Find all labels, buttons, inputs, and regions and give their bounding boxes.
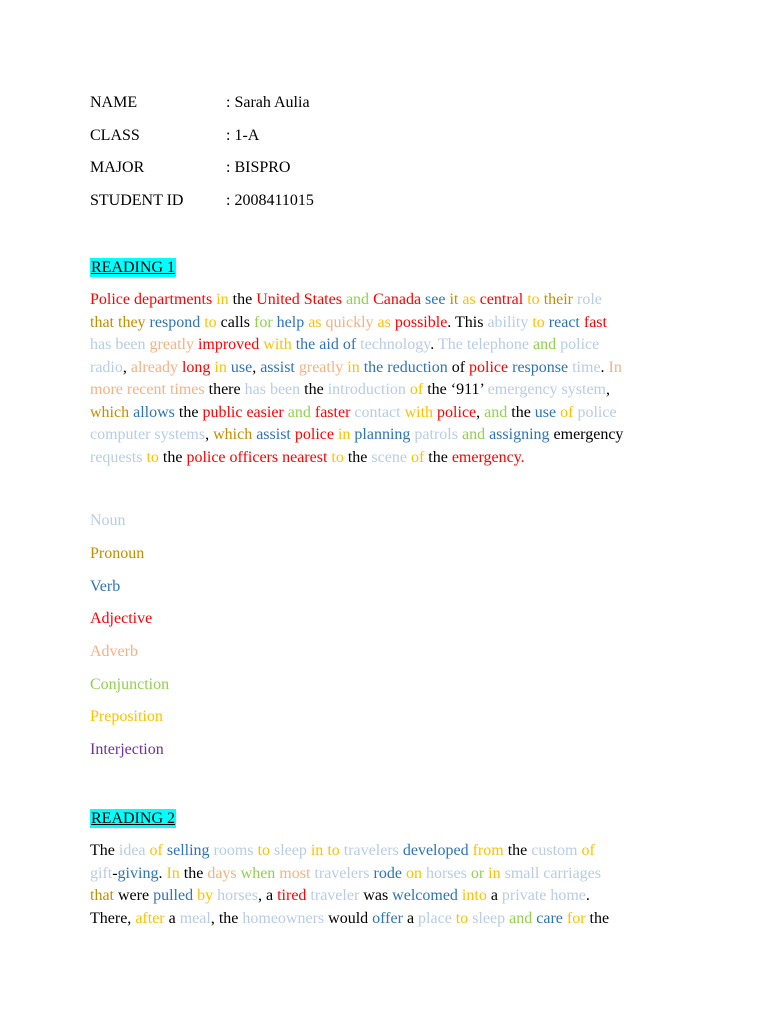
paragraph-line xyxy=(90,379,680,402)
word-noun: The telephone xyxy=(437,336,530,353)
paragraph-line xyxy=(90,334,680,357)
word-noun: ability xyxy=(487,313,529,331)
legend-item-adverb: Adverb xyxy=(90,643,138,660)
word-noun: small carriages xyxy=(504,864,602,882)
word-plain: was xyxy=(359,887,393,904)
paragraph-line xyxy=(90,863,680,886)
word-plain: . xyxy=(158,864,167,882)
word-verb: allows xyxy=(133,403,175,421)
word-noun: has been xyxy=(244,381,301,398)
word-pronoun: that they xyxy=(90,313,146,331)
word-verb: respond xyxy=(149,313,201,331)
word-plain: , xyxy=(476,403,485,421)
word-verb: rode xyxy=(373,864,402,882)
word-preposition: of xyxy=(149,842,163,859)
word-preposition: as xyxy=(308,313,322,331)
word-plain: . xyxy=(430,336,438,353)
word-plain: , xyxy=(205,426,214,443)
word-adjective: police xyxy=(294,426,334,443)
word-pronoun: which xyxy=(90,403,130,421)
word-preposition: In xyxy=(166,864,180,882)
word-conjunction: and xyxy=(461,426,486,443)
word-noun: emergency system xyxy=(487,381,606,398)
word-preposition: to xyxy=(327,842,340,859)
word-noun: contact xyxy=(354,403,401,421)
word-adverb: greatly xyxy=(149,336,194,353)
word-preposition: of xyxy=(560,403,574,421)
word-preposition: to xyxy=(204,313,217,331)
legend-item-verb: Verb xyxy=(90,578,121,595)
word-plain: the xyxy=(503,842,532,859)
reading-1-paragraph xyxy=(90,289,680,469)
legend-item-conjunction: Conjunction xyxy=(90,676,170,693)
word-preposition: on xyxy=(405,864,422,882)
word-noun: police xyxy=(577,403,617,421)
word-adjective: possible xyxy=(394,313,448,331)
legend-item-adjective: Adjective xyxy=(90,610,153,627)
word-preposition: to xyxy=(146,448,159,466)
word-preposition: to xyxy=(527,291,540,308)
word-adverb: already xyxy=(130,358,178,376)
word-plain: , xyxy=(252,358,261,376)
reading-2-heading: READING 2 xyxy=(91,810,175,827)
word-plain: the xyxy=(300,381,328,398)
word-preposition: as xyxy=(462,291,476,308)
paragraph-line xyxy=(90,424,680,447)
word-adverb: days xyxy=(207,864,237,882)
word-adjective: central xyxy=(479,291,524,308)
reading-2-paragraph xyxy=(90,840,680,930)
word-preposition: after xyxy=(135,909,165,927)
paragraph-line xyxy=(90,447,680,470)
word-preposition: to xyxy=(455,909,469,927)
word-preposition: in xyxy=(488,864,501,882)
word-plain: . xyxy=(585,887,590,904)
word-verb: developed xyxy=(402,842,469,859)
word-adjective: improved xyxy=(197,336,260,353)
word-preposition: in xyxy=(310,842,324,859)
word-noun: travelers xyxy=(314,864,370,882)
legend-item-pronoun: Pronoun xyxy=(90,545,145,562)
info-value: : Sarah Aulia xyxy=(226,94,310,111)
word-pronoun: that xyxy=(90,887,114,904)
word-plain: the xyxy=(158,448,187,466)
word-preposition: into xyxy=(461,887,487,904)
word-verb: use xyxy=(230,358,253,376)
word-verb: planning xyxy=(354,426,411,443)
word-conjunction: for xyxy=(253,313,273,331)
word-noun: requests xyxy=(90,448,143,466)
word-preposition: in xyxy=(347,358,360,376)
word-verb: use xyxy=(534,403,557,421)
word-preposition: as xyxy=(377,313,391,331)
paragraph-line xyxy=(90,402,680,425)
word-plain: the xyxy=(174,403,203,421)
legend-item-preposition: Preposition xyxy=(90,708,163,725)
word-adjective: United States xyxy=(256,291,342,308)
paragraph-line xyxy=(90,840,680,863)
word-plain: a xyxy=(402,909,419,927)
word-noun: has been xyxy=(90,336,146,353)
word-verb: care xyxy=(536,909,563,927)
legend-item-interjection: Interjection xyxy=(90,741,164,758)
paragraph-line xyxy=(90,357,680,380)
word-preposition: with xyxy=(404,403,434,421)
word-pronoun: it xyxy=(449,291,459,308)
word-verb: the reduction xyxy=(363,358,448,376)
word-verb: assist xyxy=(260,358,295,376)
word-verb: react xyxy=(548,313,580,331)
word-adjective: emergency. xyxy=(451,448,525,466)
word-preposition: of xyxy=(409,381,424,398)
word-noun: meal xyxy=(179,909,211,927)
word-noun: sleep xyxy=(472,909,506,927)
word-plain: , the xyxy=(210,909,243,927)
word-adjective: public xyxy=(202,403,243,421)
word-verb: assigning xyxy=(489,426,550,443)
info-value: : BISPRO xyxy=(226,159,291,176)
word-plain: calls xyxy=(216,313,254,331)
word-preposition: for xyxy=(566,909,586,927)
word-noun: time xyxy=(572,358,601,376)
word-plain: the ‘911’ xyxy=(423,381,488,398)
paragraph-line xyxy=(90,908,680,931)
word-plain: - xyxy=(112,864,118,882)
word-plain: a xyxy=(486,887,502,904)
paragraph-line xyxy=(90,312,680,335)
word-plain: were xyxy=(114,887,154,904)
word-preposition: with xyxy=(263,336,292,353)
word-adjective: tired xyxy=(277,887,307,904)
word-adjective: long xyxy=(181,358,211,376)
word-verb: pulled xyxy=(153,887,194,904)
word-noun: police xyxy=(560,336,600,353)
word-plain: there xyxy=(204,381,245,398)
word-adverb: more recent times xyxy=(90,381,205,398)
word-adjective: police xyxy=(469,358,509,376)
word-preposition: in xyxy=(216,291,229,308)
word-conjunction: and xyxy=(509,909,533,927)
word-verb: the aid of xyxy=(295,336,357,353)
word-noun: travelers xyxy=(343,842,399,859)
word-noun: horses xyxy=(217,887,258,904)
info-value: : 2008411015 xyxy=(226,192,314,209)
word-pronoun: which xyxy=(213,426,253,443)
word-noun: technology xyxy=(360,336,431,353)
legend-item-noun: Noun xyxy=(90,512,126,529)
word-noun: horses xyxy=(425,864,467,882)
word-noun: gift xyxy=(90,864,113,882)
word-adverb: most xyxy=(279,864,311,882)
word-noun: custom xyxy=(531,842,578,859)
word-preposition: of xyxy=(410,448,425,466)
word-adjective: police xyxy=(437,403,477,421)
word-plain: the xyxy=(507,403,535,421)
word-adjective: Police departments xyxy=(90,291,213,308)
word-noun: radio xyxy=(90,358,123,376)
word-verb: response xyxy=(512,358,569,376)
word-plain: . This xyxy=(447,313,488,331)
info-label: MAJOR xyxy=(90,159,145,176)
word-noun: private home xyxy=(501,887,586,904)
info-label: NAME xyxy=(90,94,138,111)
word-noun: role xyxy=(577,291,602,308)
word-conjunction: and xyxy=(345,291,370,308)
word-adjective: police officers nearest xyxy=(186,448,328,466)
word-adjective: faster xyxy=(314,403,351,421)
word-plain: the xyxy=(228,291,257,308)
info-label: CLASS xyxy=(90,127,140,144)
word-adjective: fast xyxy=(583,313,607,331)
word-verb: assist xyxy=(256,426,291,443)
word-preposition: of xyxy=(581,842,595,859)
word-preposition: in xyxy=(214,358,227,376)
word-preposition: by xyxy=(197,887,214,904)
word-plain: , a xyxy=(257,887,278,904)
word-plain: the xyxy=(424,448,452,466)
word-plain: There, xyxy=(90,909,136,927)
word-noun: introduction xyxy=(327,381,406,398)
word-plain: , xyxy=(606,381,610,398)
word-adjective: Canada xyxy=(373,291,422,308)
word-preposition: to xyxy=(331,448,344,466)
word-plain: The xyxy=(90,842,119,859)
word-plain: . xyxy=(600,358,609,376)
word-noun: rooms xyxy=(213,842,254,859)
word-adjective: easier xyxy=(246,403,284,421)
word-noun: sleep xyxy=(273,842,307,859)
reading-1-heading: READING 1 xyxy=(91,259,175,276)
word-noun: homeowners xyxy=(242,909,325,927)
word-preposition: from xyxy=(472,842,504,859)
word-verb: selling xyxy=(166,842,210,859)
word-verb: help xyxy=(276,313,305,331)
word-adverb: quickly xyxy=(325,313,374,331)
word-preposition: to xyxy=(257,842,270,859)
word-plain: the xyxy=(343,448,372,466)
word-conjunction: when xyxy=(240,864,276,882)
word-conjunction: or xyxy=(470,864,485,882)
word-noun: patrols xyxy=(414,426,458,443)
word-noun: place xyxy=(418,909,452,927)
word-verb: giving xyxy=(117,864,159,882)
word-noun: scene xyxy=(371,448,407,466)
info-label: STUDENT ID xyxy=(90,192,184,209)
word-conjunction: and xyxy=(533,336,557,353)
paragraph-line xyxy=(90,289,680,312)
word-conjunction: and xyxy=(484,403,508,421)
word-plain: would xyxy=(324,909,373,927)
word-plain: of xyxy=(447,358,470,376)
word-verb: welcomed xyxy=(392,887,458,904)
word-preposition: to xyxy=(532,313,545,331)
word-noun: traveler xyxy=(310,887,360,904)
word-verb: offer xyxy=(372,909,403,927)
word-adverb: greatly xyxy=(298,358,344,376)
word-pronoun: their xyxy=(543,291,574,308)
word-noun: computer systems xyxy=(90,426,206,443)
word-preposition: in xyxy=(337,426,351,443)
word-plain: the xyxy=(179,864,208,882)
word-adverb: In xyxy=(608,358,622,376)
word-plain: emergency xyxy=(549,426,624,443)
word-plain: , xyxy=(122,358,131,376)
word-verb: see xyxy=(425,291,446,308)
paragraph-line xyxy=(90,885,680,908)
word-plain: a xyxy=(164,909,180,927)
word-conjunction: and xyxy=(287,403,311,421)
word-noun: idea xyxy=(118,842,146,859)
info-value: : 1-A xyxy=(226,127,260,144)
word-plain: the xyxy=(585,909,610,927)
